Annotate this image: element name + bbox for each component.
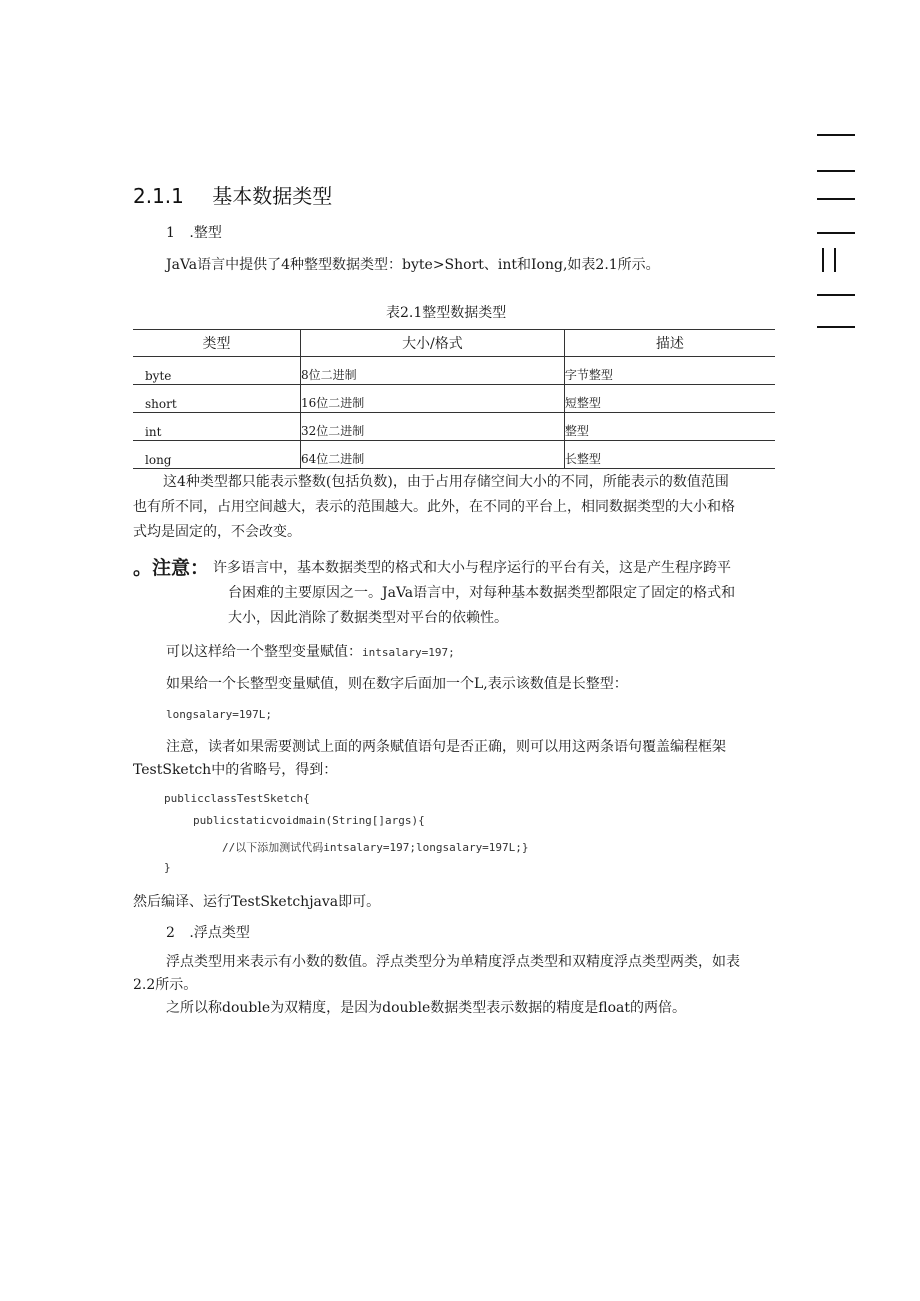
- table-cell: short: [133, 385, 301, 413]
- table-row: [133, 413, 775, 441]
- paragraph-line: 之所以称double为双精度，是因为double数据类型表示数据的精度是float的两倍。: [166, 1000, 687, 1016]
- inline-code: intsalary=197;: [362, 646, 455, 659]
- assignment-text: 可以这样给一个整型变量赋值：: [166, 644, 362, 660]
- intro-text: JaVa语言中提供了4种整型数据类型：byte>Short、int和Iong,如表2.1所示。: [166, 257, 660, 273]
- section-heading: [133, 180, 332, 209]
- paragraph-line: 注意，读者如果需要测试上面的两条赋值语句是否正确，则可以用这两条语句覆盖编程框架: [166, 739, 726, 755]
- code-line: publicstaticvoidmain(String[]args){: [193, 814, 425, 827]
- table-header-row: [133, 330, 775, 357]
- table-cell: 字节整型: [564, 357, 775, 385]
- table-caption: 表2.1整型数据类型: [386, 305, 507, 321]
- table-cell: long: [133, 441, 301, 469]
- table-cell: byte: [133, 357, 301, 385]
- table-header-cell: 类型: [133, 330, 301, 357]
- table-cell: int: [133, 413, 301, 441]
- code-line: }: [164, 861, 171, 874]
- table-cell: 32位二进制: [301, 413, 565, 441]
- note-label: 。注意：: [133, 557, 210, 579]
- table-header-cell: 大小/格式: [301, 330, 565, 357]
- paragraph-line: TestSketch中的省略号，得到：: [133, 762, 338, 778]
- note-line: 大小，因此消除了数据类型对平台的依赖性。: [228, 610, 508, 626]
- integer-types-table: [133, 329, 775, 469]
- table-cell: 8位二进制: [301, 357, 565, 385]
- code-line: publicclassTestSketch{: [164, 792, 310, 805]
- paragraph-line: 也有所不同，占用空间越大，表示的范围越大。此外，在不同的平台上，相同数据类型的大小和格: [133, 499, 735, 515]
- subsection-number: 1: [166, 225, 175, 241]
- paragraph-line: 式均是固定的，不会改变。: [133, 524, 301, 540]
- subsection-float: [166, 922, 250, 942]
- note-line: 台困难的主要原因之一。JaVa语言中，对每种基本数据类型都限定了固定的格式和: [228, 585, 736, 601]
- subsection-integer: [166, 222, 222, 242]
- note-line: 许多语言中，基本数据类型的格式和大小与程序运行的平台有关，这是产生程序跨平: [213, 560, 731, 576]
- table-cell: 长整型: [564, 441, 775, 469]
- table-header-cell: 描述: [564, 330, 775, 357]
- table-cell: 整型: [564, 413, 775, 441]
- paragraph-line: 2.2所示。: [133, 977, 198, 993]
- assignment-int: [166, 641, 455, 661]
- section-title: 基本数据类型: [212, 184, 333, 208]
- subsection-title: .浮点类型: [189, 925, 250, 941]
- paragraph-line: 这4种类型都只能表示整数(包括负数)，由于占用存储空间大小的不同，所能表示的数值范围: [163, 474, 729, 490]
- table-cell: 64位二进制: [301, 441, 565, 469]
- table-row: [133, 385, 775, 413]
- code-line: //以下添加测试代码intsalary=197;longsalary=197L;}: [222, 841, 529, 854]
- table-row: [133, 441, 775, 469]
- code-long: longsalary=197L;: [166, 708, 272, 721]
- table-cell: 短整型: [564, 385, 775, 413]
- table-row: [133, 357, 775, 385]
- assignment-long-text: 如果给一个长整型变量赋值，则在数字后面加一个L,表示该数值是长整型：: [166, 676, 628, 692]
- after-code-text: 然后编译、运行TestSketchjava即可。: [133, 894, 381, 910]
- subsection-number: 2: [166, 925, 175, 941]
- paragraph-line: 浮点类型用来表示有小数的数值。浮点类型分为单精度浮点类型和双精度浮点类型两类，如表: [166, 954, 740, 970]
- table-cell: 16位二进制: [301, 385, 565, 413]
- section-number: 2.1.1: [133, 184, 184, 208]
- subsection-title: .整型: [189, 225, 222, 241]
